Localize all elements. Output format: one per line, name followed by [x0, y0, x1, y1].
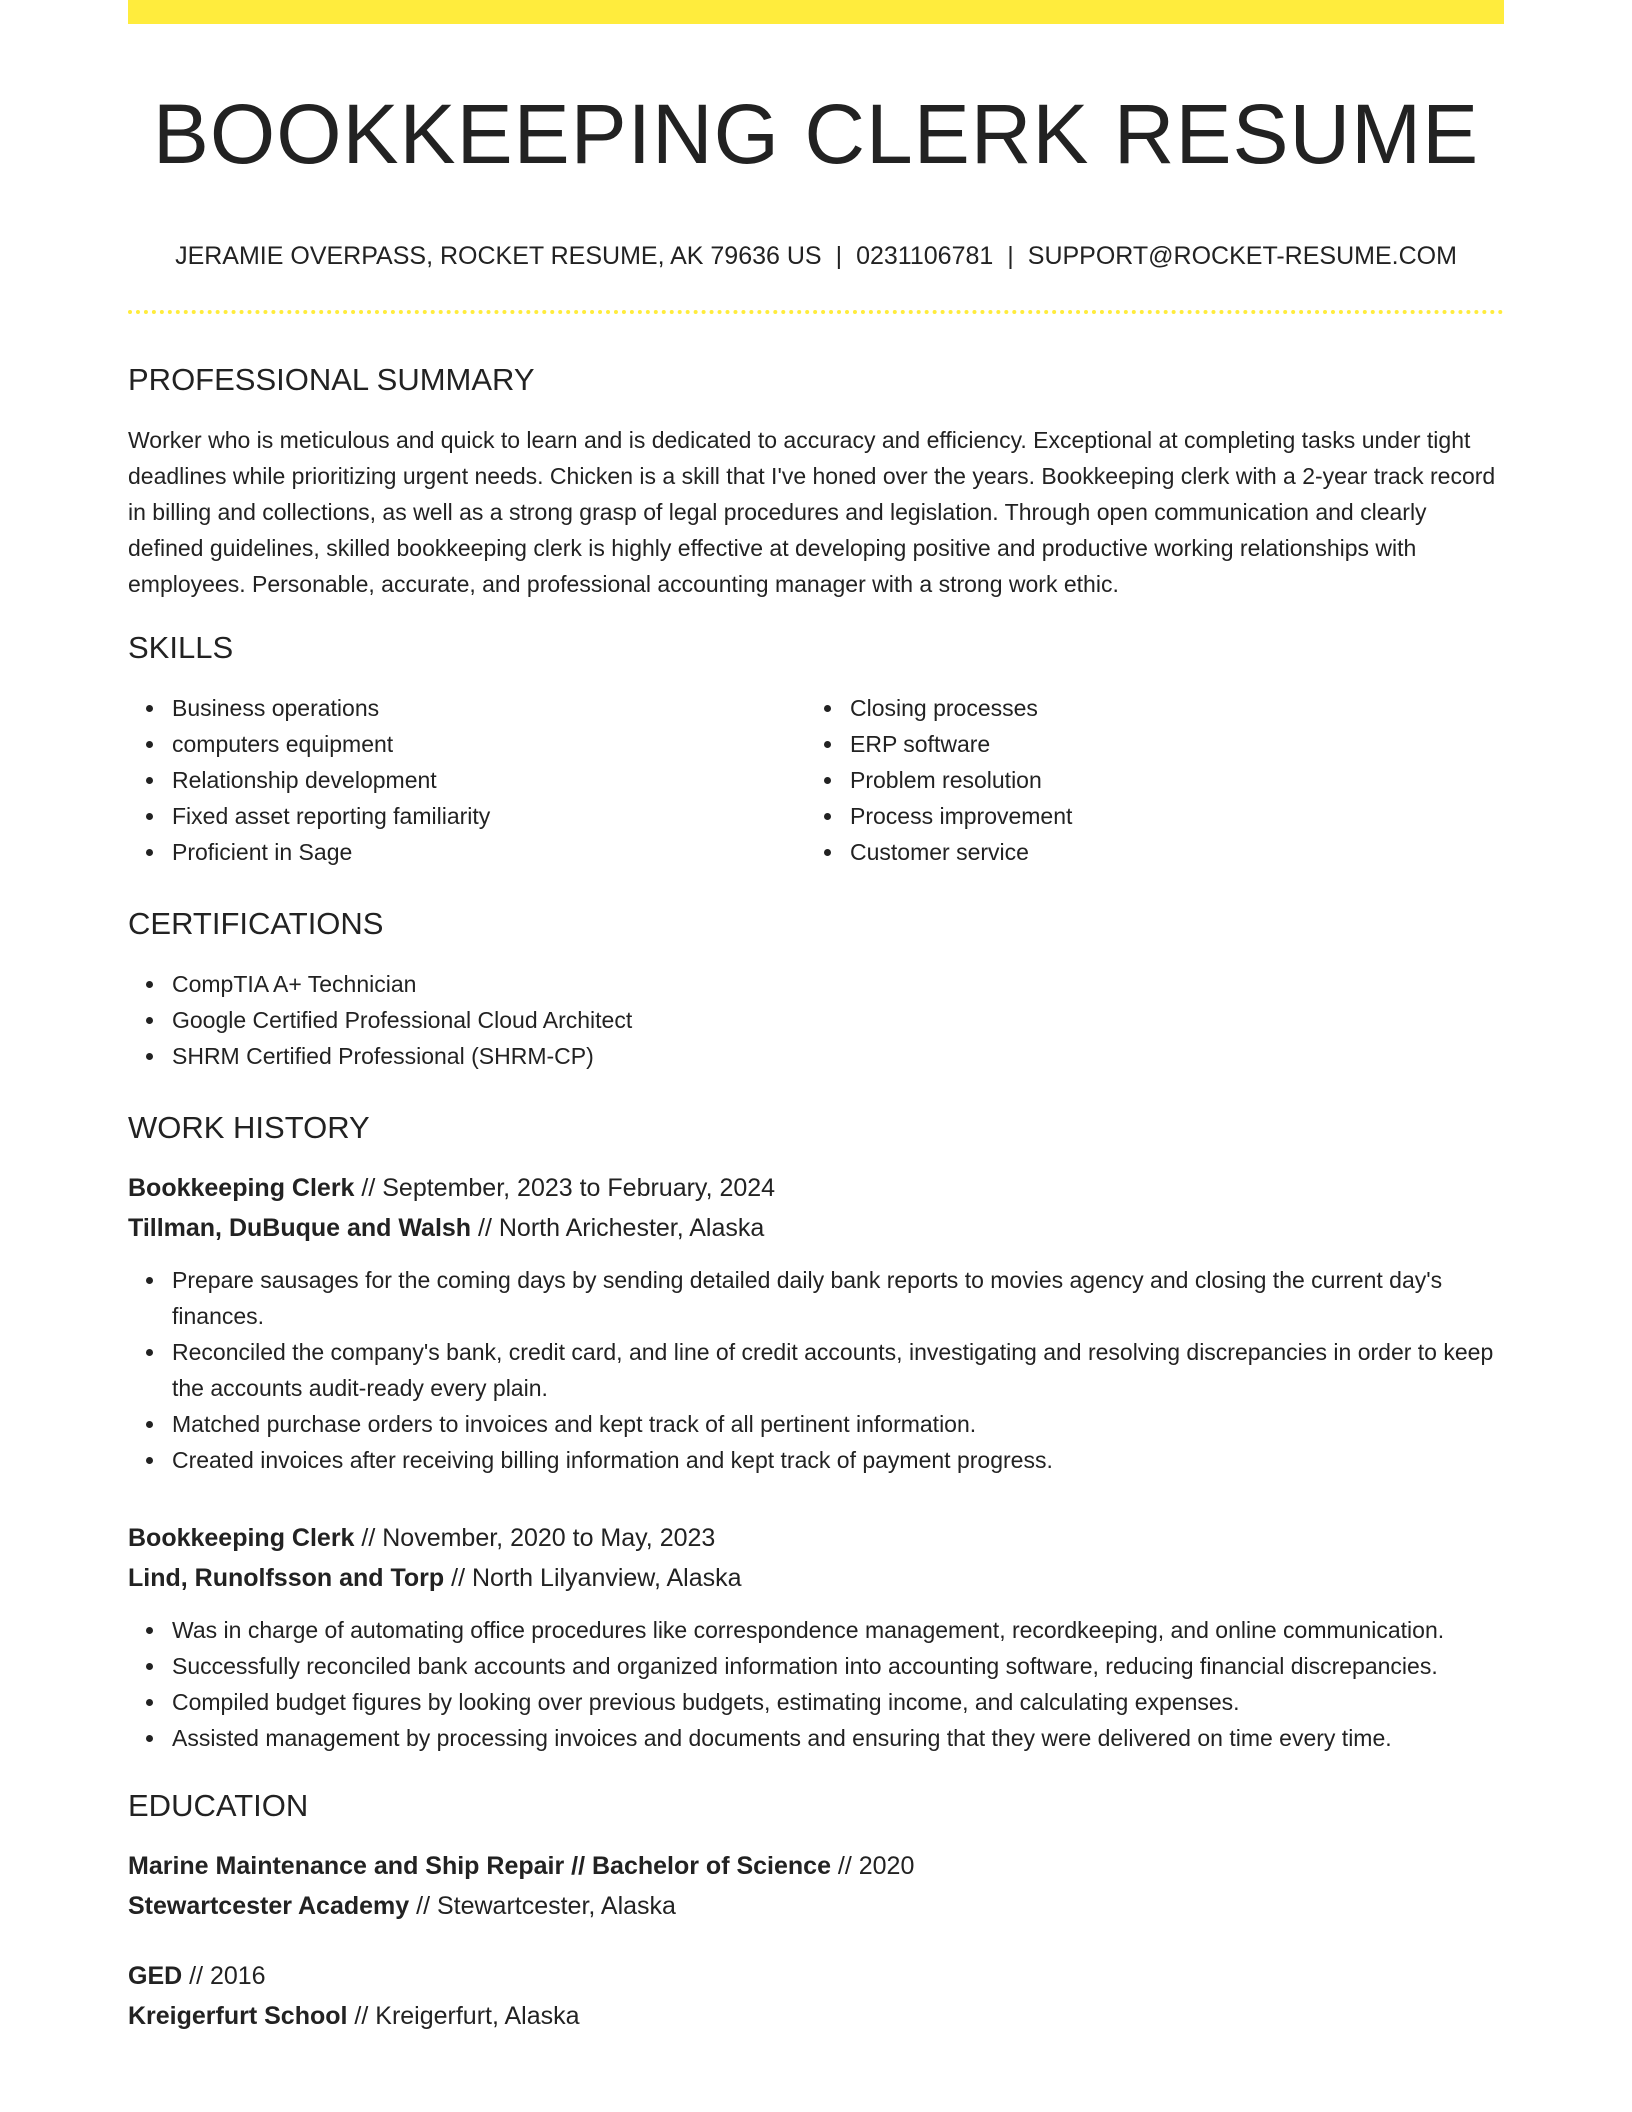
education-year: // 2020: [830, 1852, 915, 1880]
dotted-divider: [128, 310, 1504, 314]
skill-item: Customer service: [850, 834, 1484, 870]
contact-phone: 0231106781: [856, 242, 994, 270]
summary-text: Worker who is meticulous and quick to learn and is dedicated to accuracy and efficiency. Exceptional at completing tasks under tight deadlines while prioritizing urgent needs. Chicken is a skill that I've honed over the years. Bookkeeping clerk with a 2-year track record in billing and collections, as well as a strong grasp of legal procedures and legislation. Through open communication and clearly defined guidelines, skilled bookkeeping clerk is highly effective at developing positive and productive working relationships with employees. Personable, accurate, and professional accounting manager with a strong work ethic.: [128, 427, 1496, 597]
job-location: // North Lilyanview, Alaska: [444, 1564, 742, 1592]
skill-item: Closing processes: [850, 690, 1484, 726]
work-history-heading: WORK HISTORY: [128, 1110, 370, 1145]
job-company: Tillman, DuBuque and Walsh: [128, 1214, 472, 1242]
skills-heading: SKILLS: [128, 630, 234, 665]
job-location: // North Arichester, Alaska: [471, 1214, 765, 1242]
education-degree: Marine Maintenance and Ship Repair // Bachelor of Science: [128, 1852, 831, 1880]
education-school-line: [128, 1886, 1504, 1926]
job-duty: Created invoices after receiving billing information and kept track of payment progress.: [172, 1442, 1504, 1478]
education-degree-line: [128, 1956, 1504, 1996]
skills-list-left: [128, 690, 806, 870]
education-school: Stewartcester Academy: [128, 1892, 410, 1920]
education-school: Kreigerfurt School: [128, 2002, 348, 2030]
certification-item: SHRM Certified Professional (SHRM-CP): [172, 1038, 1504, 1074]
certifications-heading: CERTIFICATIONS: [128, 906, 384, 941]
job-duty: Prepare sausages for the coming days by sending detailed daily bank reports to movies agency and closing the current day's finances.: [172, 1262, 1504, 1334]
job-duty: Assisted management by processing invoices and documents and ensuring that they were delivered on time every time.: [172, 1720, 1504, 1756]
job-company-line: [128, 1558, 1504, 1598]
job-company: Lind, Runolfsson and Torp: [128, 1564, 445, 1592]
job-duty: Matched purchase orders to invoices and kept track of all pertinent information.: [172, 1406, 1504, 1442]
job-duty: Reconciled the company's bank, credit card, and line of credit accounts, investigating and resolving discrepancies in order to keep the accounts audit-ready every plain.: [172, 1334, 1504, 1406]
skills-grid: [128, 690, 1504, 870]
resume-title: BOOKKEEPING CLERK RESUME: [152, 87, 1480, 181]
contact-address: JERAMIE OVERPASS, ROCKET RESUME, AK 79636 US: [175, 242, 822, 270]
skill-item: Business operations: [172, 690, 806, 726]
skill-item: Process improvement: [850, 798, 1484, 834]
skills-column-left: [128, 690, 806, 870]
education-year: // 2016: [182, 1962, 266, 1990]
education-entry: [128, 1846, 1504, 1926]
job-title: Bookkeeping Clerk: [128, 1524, 355, 1552]
skill-item: Problem resolution: [850, 762, 1484, 798]
job-entry: [128, 1168, 1504, 1478]
job-duties-list: [128, 1262, 1504, 1478]
resume-page: [128, 0, 1504, 2036]
skills-list-right: [806, 690, 1484, 870]
certification-item: Google Certified Professional Cloud Architect: [172, 1002, 1504, 1038]
contact-line: [128, 240, 1504, 272]
skill-item: computers equipment: [172, 726, 806, 762]
skill-item: Proficient in Sage: [172, 834, 806, 870]
summary-heading: PROFESSIONAL SUMMARY: [128, 362, 535, 397]
job-duties-list: [128, 1612, 1504, 1756]
job-duty: Compiled budget figures by looking over previous budgets, estimating income, and calculating expenses.: [172, 1684, 1504, 1720]
job-title-line: [128, 1518, 1504, 1558]
certification-item: CompTIA A+ Technician: [172, 966, 1504, 1002]
skill-item: Relationship development: [172, 762, 806, 798]
accent-bar: [128, 0, 1504, 24]
job-duty: Was in charge of automating office procedures like correspondence management, recordkeeping, and online communication.: [172, 1612, 1504, 1648]
job-title: Bookkeeping Clerk: [128, 1174, 355, 1202]
education-location: // Kreigerfurt, Alaska: [347, 2002, 580, 2030]
job-entry: [128, 1518, 1504, 1756]
education-location: // Stewartcester, Alaska: [409, 1892, 676, 1920]
job-duty: Successfully reconciled bank accounts and organized information into accounting software, reducing financial discrepancies.: [172, 1648, 1504, 1684]
education-degree-line: [128, 1846, 1504, 1886]
contact-separator: |: [835, 242, 843, 270]
education-entry: [128, 1956, 1504, 2036]
contact-email: SUPPORT@ROCKET-RESUME.COM: [1027, 242, 1457, 270]
education-school-line: [128, 1996, 1504, 2036]
contact-separator: |: [1007, 242, 1014, 270]
education-heading: EDUCATION: [128, 1788, 309, 1823]
job-title-line: [128, 1168, 1504, 1208]
job-dates: // September, 2023 to February, 2024: [354, 1174, 776, 1202]
certifications-list: [128, 966, 1504, 1074]
education-degree: GED: [128, 1962, 183, 1990]
job-company-line: [128, 1208, 1504, 1248]
job-dates: // November, 2020 to May, 2023: [354, 1524, 716, 1552]
skill-item: Fixed asset reporting familiarity: [172, 798, 806, 834]
skill-item: ERP software: [850, 726, 1484, 762]
skills-column-right: [806, 690, 1484, 870]
